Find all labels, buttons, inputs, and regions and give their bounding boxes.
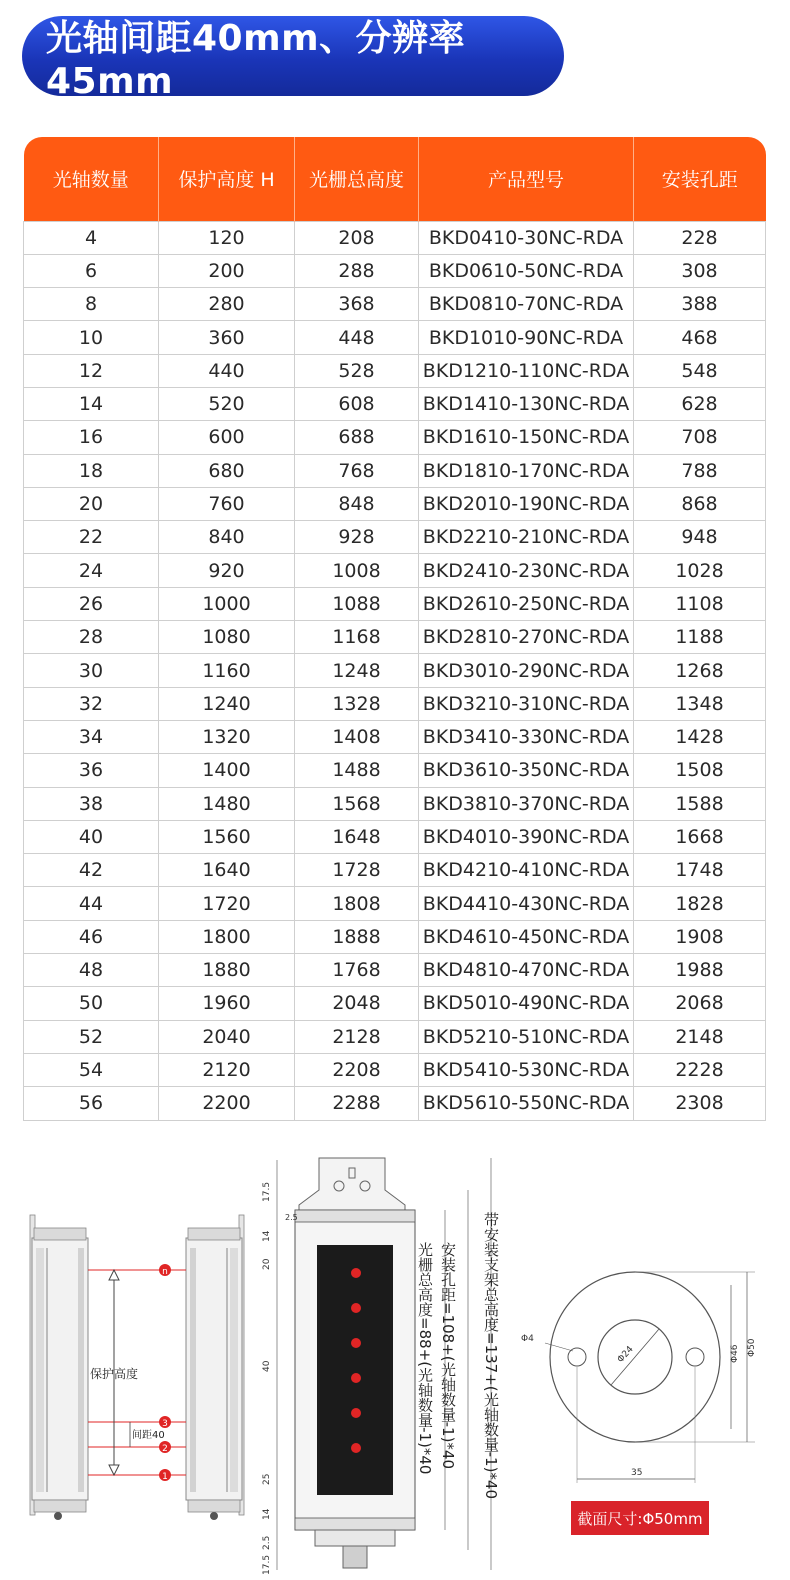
table-cell: BKD2210-210NC-RDA <box>419 521 634 554</box>
table-cell: 2068 <box>634 987 766 1020</box>
table-cell: 12 <box>24 354 159 387</box>
table-cell: 4 <box>24 221 159 254</box>
table-cell: BKD1010-90NC-RDA <box>419 321 634 354</box>
table-row <box>24 221 766 254</box>
table-row <box>24 587 766 620</box>
table-cell: 1008 <box>295 554 419 587</box>
table-cell: 448 <box>295 321 419 354</box>
table-cell: 32 <box>24 687 159 720</box>
table-cell: 1648 <box>295 820 419 853</box>
formula-hole-spacing: 安装孔距=108+(光轴数量-1)*40 <box>439 1242 457 1470</box>
table-cell: 48 <box>24 954 159 987</box>
light-curtain-dimension-view <box>255 1150 515 1580</box>
table-cell: 120 <box>159 221 295 254</box>
table-cell: 2288 <box>295 1087 419 1120</box>
table-cell: BKD2610-250NC-RDA <box>419 587 634 620</box>
table-cell: 1568 <box>295 787 419 820</box>
table-cell: BKD5410-530NC-RDA <box>419 1053 634 1086</box>
table-cell: 1268 <box>634 654 766 687</box>
table-cell: BKD1610-150NC-RDA <box>419 421 634 454</box>
table-cell: 20 <box>24 487 159 520</box>
table-cell: 768 <box>295 454 419 487</box>
table-cell: 1408 <box>295 720 419 753</box>
table-cell: 36 <box>24 754 159 787</box>
table-row <box>24 421 766 454</box>
table-cell: 788 <box>634 454 766 487</box>
table-cell: BKD3810-370NC-RDA <box>419 787 634 820</box>
table-cell: 608 <box>295 387 419 420</box>
svg-text:17.5: 17.5 <box>262 1554 272 1575</box>
table-row <box>24 621 766 654</box>
table-body <box>24 221 766 1120</box>
svg-text:25: 25 <box>262 1473 272 1485</box>
table-cell: BKD4210-410NC-RDA <box>419 854 634 887</box>
svg-text:14: 14 <box>262 1508 272 1520</box>
table-cell: 2200 <box>159 1087 295 1120</box>
table-cell: 628 <box>634 387 766 420</box>
formula-total-height: 光栅总高度=88+(光轴数量-1)*40 <box>416 1242 434 1475</box>
table-cell: 688 <box>295 421 419 454</box>
table-cell: 208 <box>295 221 419 254</box>
table-cell: 2128 <box>295 1020 419 1053</box>
spacing-label: 间距40 <box>132 1430 165 1441</box>
table-cell: BKD5610-550NC-RDA <box>419 1087 634 1120</box>
beam-marker-n <box>159 1264 171 1277</box>
table-cell: BKD5210-510NC-RDA <box>419 1020 634 1053</box>
col-header-model: 产品型号 <box>419 137 634 221</box>
svg-text:2.5: 2.5 <box>285 1213 298 1222</box>
col-header-axis-count: 光轴数量 <box>24 137 159 221</box>
table-cell: 388 <box>634 288 766 321</box>
table-cell: 1168 <box>295 621 419 654</box>
table-cell: 868 <box>634 487 766 520</box>
table-cell: 280 <box>159 288 295 321</box>
table-cell: 28 <box>24 621 159 654</box>
table-row <box>24 454 766 487</box>
emitter-bar <box>30 1215 88 1520</box>
table-cell: 2120 <box>159 1053 295 1086</box>
table-cell: 848 <box>295 487 419 520</box>
table-cell: 1748 <box>634 854 766 887</box>
table-cell: 2148 <box>634 1020 766 1053</box>
svg-text:35: 35 <box>631 1468 643 1478</box>
svg-text:3: 3 <box>162 1419 168 1429</box>
table-cell: 50 <box>24 987 159 1020</box>
table-cell: 1328 <box>295 687 419 720</box>
table-cell: 1828 <box>634 887 766 920</box>
table-row <box>24 554 766 587</box>
table-cell: 708 <box>634 421 766 454</box>
table-cell: 440 <box>159 354 295 387</box>
table-cell: 56 <box>24 1087 159 1120</box>
table-row <box>24 720 766 753</box>
table-row <box>24 521 766 554</box>
table-cell: 680 <box>159 454 295 487</box>
table-cell: 928 <box>295 521 419 554</box>
table-cell: 1988 <box>634 954 766 987</box>
table-cell: 2048 <box>295 987 419 1020</box>
table-cell: 1108 <box>634 587 766 620</box>
table-cell: 528 <box>295 354 419 387</box>
table-cell: 26 <box>24 587 159 620</box>
table-cell: 1668 <box>634 820 766 853</box>
table-cell: 840 <box>159 521 295 554</box>
svg-text:n: n <box>162 1267 168 1277</box>
table-cell: 308 <box>634 254 766 287</box>
table-cell: BKD3210-310NC-RDA <box>419 687 634 720</box>
table-cell: 920 <box>159 554 295 587</box>
table-cell: 52 <box>24 1020 159 1053</box>
table-cell: 1508 <box>634 754 766 787</box>
table-cell: 1488 <box>295 754 419 787</box>
svg-text:14: 14 <box>262 1230 272 1242</box>
table-cell: 2308 <box>634 1087 766 1120</box>
table-cell: 38 <box>24 787 159 820</box>
table-cell: 368 <box>295 288 419 321</box>
table-cell: BKD2410-230NC-RDA <box>419 554 634 587</box>
table-cell: 1480 <box>159 787 295 820</box>
table-cell: BKD1810-170NC-RDA <box>419 454 634 487</box>
table-cell: 1188 <box>634 621 766 654</box>
table-cell: 548 <box>634 354 766 387</box>
table-cell: 46 <box>24 920 159 953</box>
table-cell: 760 <box>159 487 295 520</box>
table-cell: 1880 <box>159 954 295 987</box>
table-cell: BKD3410-330NC-RDA <box>419 720 634 753</box>
table-row <box>24 820 766 853</box>
table-row <box>24 1053 766 1086</box>
table-cell: 600 <box>159 421 295 454</box>
table-row <box>24 787 766 820</box>
table-cell: 1908 <box>634 920 766 953</box>
table-row <box>24 654 766 687</box>
table-row <box>24 954 766 987</box>
svg-text:40: 40 <box>262 1360 272 1372</box>
table-row <box>24 254 766 287</box>
svg-text:2.5: 2.5 <box>262 1535 272 1550</box>
beam-marker-3 <box>159 1416 171 1429</box>
table-cell: 1768 <box>295 954 419 987</box>
col-header-hole-spacing: 安装孔距 <box>634 137 766 221</box>
table-cell: 2228 <box>634 1053 766 1086</box>
table-cell: BKD1410-130NC-RDA <box>419 387 634 420</box>
table-cell: 8 <box>24 288 159 321</box>
table-cell: 1800 <box>159 920 295 953</box>
table-row <box>24 987 766 1020</box>
beam-marker-1 <box>159 1469 171 1482</box>
spec-table <box>23 137 766 1121</box>
table-cell: 30 <box>24 654 159 687</box>
col-header-total-height: 光栅总高度 <box>295 137 419 221</box>
table-cell: 520 <box>159 387 295 420</box>
table-row <box>24 487 766 520</box>
table-cell: 10 <box>24 321 159 354</box>
table-cell: BKD2010-190NC-RDA <box>419 487 634 520</box>
page-title: 光轴间距40mm、分辨率45mm <box>22 16 564 96</box>
table-cell: BKD0610-50NC-RDA <box>419 254 634 287</box>
table-cell: 1960 <box>159 987 295 1020</box>
table-cell: BKD4410-430NC-RDA <box>419 887 634 920</box>
table-row <box>24 387 766 420</box>
svg-text:1: 1 <box>162 1472 168 1482</box>
svg-text:Φ50: Φ50 <box>747 1338 757 1357</box>
svg-text:2: 2 <box>162 1444 168 1454</box>
table-cell: 1808 <box>295 887 419 920</box>
table-cell: 200 <box>159 254 295 287</box>
table-cell: BKD1210-110NC-RDA <box>419 354 634 387</box>
svg-text:Φ24: Φ24 <box>615 1344 636 1366</box>
table-cell: 1400 <box>159 754 295 787</box>
table-cell: BKD3010-290NC-RDA <box>419 654 634 687</box>
table-cell: BKD3610-350NC-RDA <box>419 754 634 787</box>
table-cell: 1588 <box>634 787 766 820</box>
table-cell: 54 <box>24 1053 159 1086</box>
table-cell: 1560 <box>159 820 295 853</box>
section-size-badge: 截面尺寸:Φ50mm <box>571 1501 709 1535</box>
table-cell: 1428 <box>634 720 766 753</box>
table-cell: 2040 <box>159 1020 295 1053</box>
table-cell: BKD5010-490NC-RDA <box>419 987 634 1020</box>
table-cell: 288 <box>295 254 419 287</box>
table-cell: 1160 <box>159 654 295 687</box>
table-cell: 1888 <box>295 920 419 953</box>
table-row <box>24 1020 766 1053</box>
table-cell: BKD0810-70NC-RDA <box>419 288 634 321</box>
light-curtain-front-view <box>22 1200 252 1534</box>
cross-section-view <box>515 1255 775 1489</box>
table-cell: 468 <box>634 321 766 354</box>
table-row <box>24 1087 766 1120</box>
col-header-protect-height: 保护高度 H <box>159 137 295 221</box>
table-row <box>24 754 766 787</box>
table-cell: 360 <box>159 321 295 354</box>
table-cell: 34 <box>24 720 159 753</box>
table-cell: 42 <box>24 854 159 887</box>
table-cell: 1640 <box>159 854 295 887</box>
table-cell: BKD2810-270NC-RDA <box>419 621 634 654</box>
table-cell: BKD4610-450NC-RDA <box>419 920 634 953</box>
table-row <box>24 687 766 720</box>
table-cell: 1088 <box>295 587 419 620</box>
table-cell: 18 <box>24 454 159 487</box>
table-cell: 1240 <box>159 687 295 720</box>
table-cell: 228 <box>634 221 766 254</box>
table-cell: 1080 <box>159 621 295 654</box>
table-cell: 1000 <box>159 587 295 620</box>
table-cell: 948 <box>634 521 766 554</box>
table-cell: 14 <box>24 387 159 420</box>
table-cell: BKD4010-390NC-RDA <box>419 820 634 853</box>
receiver-bar <box>186 1215 244 1520</box>
table-cell: 16 <box>24 421 159 454</box>
table-cell: 1728 <box>295 854 419 887</box>
table-row <box>24 354 766 387</box>
protect-height-label: 保护高度 <box>90 1367 139 1381</box>
beam-marker-2 <box>159 1441 171 1454</box>
table-row <box>24 920 766 953</box>
table-row <box>24 288 766 321</box>
svg-text:Φ4: Φ4 <box>521 1334 534 1344</box>
table-cell: 44 <box>24 887 159 920</box>
table-cell: 40 <box>24 820 159 853</box>
table-row <box>24 321 766 354</box>
table-cell: 1028 <box>634 554 766 587</box>
svg-text:Φ46: Φ46 <box>730 1344 740 1363</box>
svg-text:17.5: 17.5 <box>262 1181 272 1202</box>
formula-bracket-height: 带安装支架总高度=137+(光轴数量-1)*40 <box>482 1212 500 1500</box>
table-cell: BKD0410-30NC-RDA <box>419 221 634 254</box>
table-row <box>24 887 766 920</box>
table-cell: 1248 <box>295 654 419 687</box>
table-cell: 6 <box>24 254 159 287</box>
table-header-row <box>24 137 766 221</box>
table-cell: 22 <box>24 521 159 554</box>
table-cell: 24 <box>24 554 159 587</box>
table-cell: 1320 <box>159 720 295 753</box>
table-cell: 1348 <box>634 687 766 720</box>
table-cell: 2208 <box>295 1053 419 1086</box>
table-cell: 1720 <box>159 887 295 920</box>
svg-text:20: 20 <box>262 1258 272 1270</box>
table-cell: BKD4810-470NC-RDA <box>419 954 634 987</box>
table-row <box>24 854 766 887</box>
